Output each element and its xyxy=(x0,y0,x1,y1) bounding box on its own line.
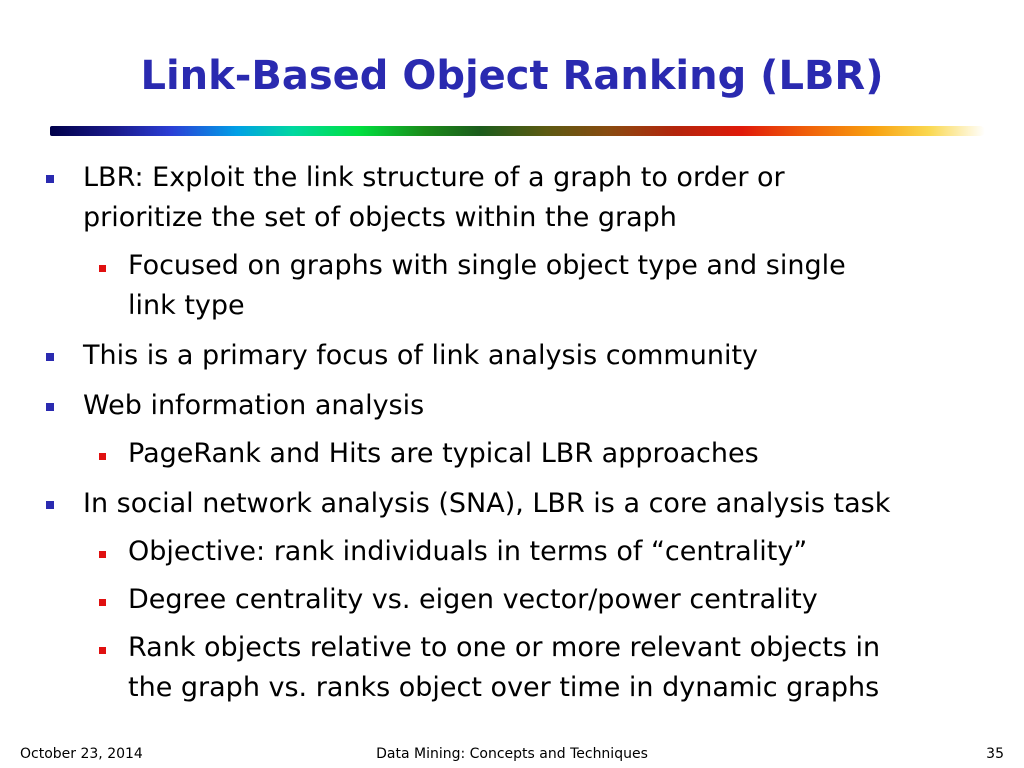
title-gradient-rule xyxy=(50,126,985,136)
bullet-item xyxy=(0,386,1024,426)
square-bullet-icon xyxy=(99,265,106,272)
bullet-line: Rank objects relative to one or more relevant objects in xyxy=(128,632,881,663)
bullet-line: Degree centrality vs. eigen vector/power centrality xyxy=(128,584,818,615)
sub-bullet-item xyxy=(0,246,1024,326)
bullet-line: In social network analysis (SNA), LBR is a core analysis task xyxy=(83,488,891,519)
sub-bullet-item xyxy=(0,628,1024,708)
bullet-line: prioritize the set of objects within the graph xyxy=(83,202,677,233)
bullet-line: link type xyxy=(128,290,245,321)
sub-bullet-item xyxy=(0,532,1024,572)
sub-bullet-item xyxy=(0,580,1024,620)
bullet-line: the graph vs. ranks object over time in dynamic graphs xyxy=(128,672,880,703)
square-bullet-icon xyxy=(99,551,106,558)
bullet-line: Focused on graphs with single object type and single xyxy=(128,250,846,281)
square-bullet-icon xyxy=(99,453,106,460)
sub-bullet-item xyxy=(0,434,1024,474)
footer-course-title: Data Mining: Concepts and Techniques xyxy=(376,746,648,762)
square-bullet-icon xyxy=(99,647,106,654)
bullet-line: Web information analysis xyxy=(83,390,425,421)
square-bullet-icon xyxy=(46,175,54,183)
bullet-line: Objective: rank individuals in terms of “centrality” xyxy=(128,536,808,567)
slide-title: Link-Based Object Ranking (LBR) xyxy=(140,53,884,99)
bullet-line: LBR: Exploit the link structure of a graph to order or xyxy=(83,162,785,193)
bullet-line: This is a primary focus of link analysis community xyxy=(83,340,759,371)
square-bullet-icon xyxy=(46,353,54,361)
bullet-list xyxy=(0,158,1024,708)
square-bullet-icon xyxy=(99,599,106,606)
square-bullet-icon xyxy=(46,501,54,509)
square-bullet-icon xyxy=(46,403,54,411)
bullet-item xyxy=(0,158,1024,238)
bullet-item xyxy=(0,336,1024,376)
footer-date: October 23, 2014 xyxy=(20,746,143,762)
bullet-line: PageRank and Hits are typical LBR approaches xyxy=(128,438,759,469)
bullet-item xyxy=(0,484,1024,524)
footer-page-number: 35 xyxy=(986,746,1004,762)
